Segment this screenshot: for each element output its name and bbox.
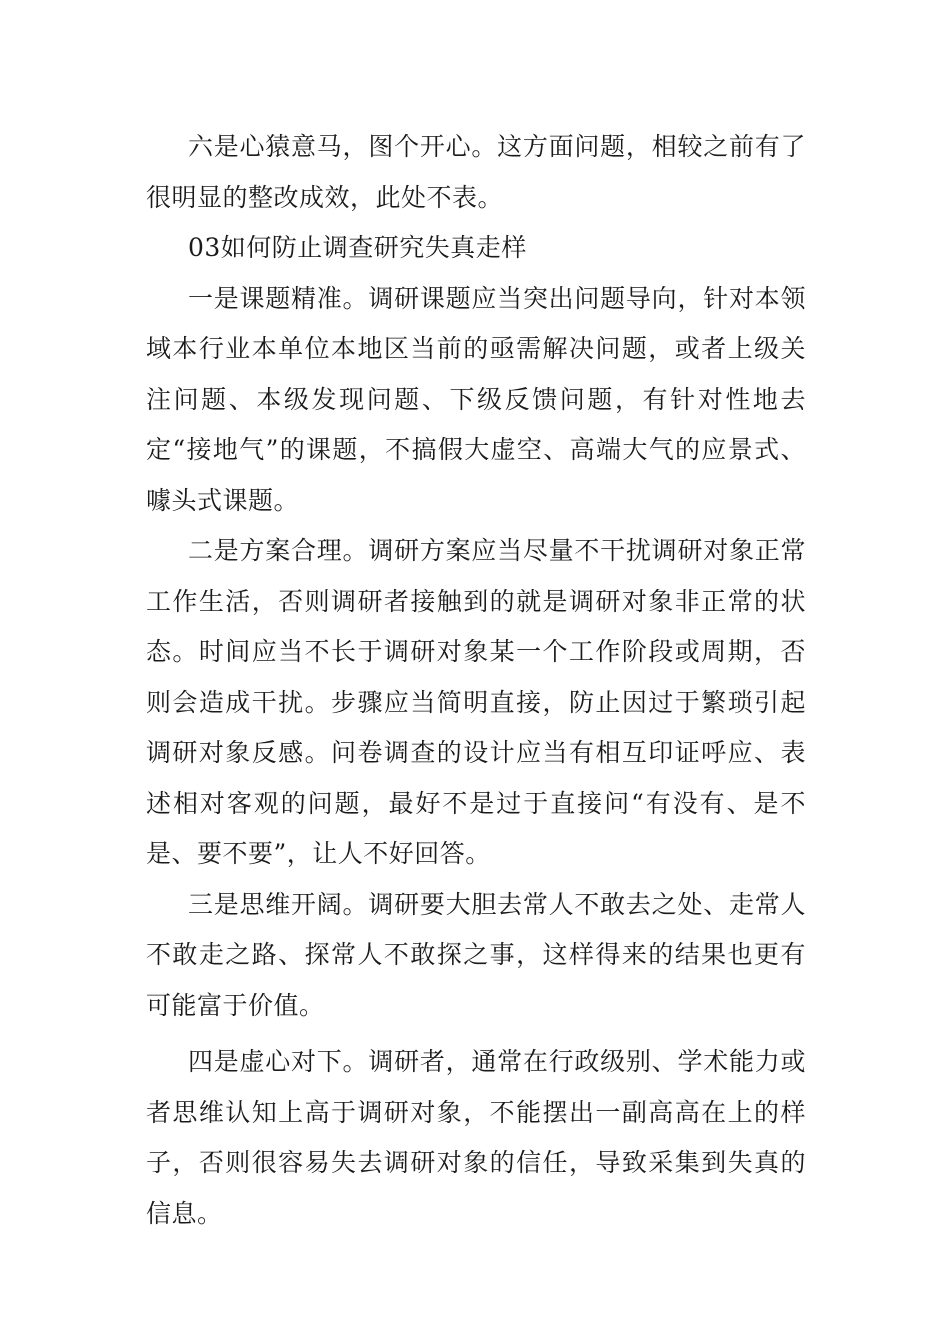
paragraph-four-humble-attitude: 四是虚心对下。调研者，通常在行政级别、学术能力或者思维认知上高于调研对象，不能摆出一副高高在上的样子，否则很容易失去调研对象的信任，导致采集到失真的信息。	[146, 1047, 806, 1228]
paragraph-three-open-thinking: 三是思维开阔。调研要大胆去常人不敢去之处、走常人不敢走之路、探常人不敢探之事，这样得来的结果也更有可能富于价值。	[146, 889, 806, 1020]
document-body	[146, 122, 806, 1239]
paragraph-six-restless-mind: 六是心猿意马，图个开心。这方面问题，相较之前有了很明显的整改成效，此处不表。	[146, 132, 806, 212]
paragraph-one-precise-topic: 一是课题精准。调研课题应当突出问题导向，针对本领域本行业本单位本地区当前的亟需解决问题，或者上级关注问题、本级发现问题、下级反馈问题，有针对性地去定“接地气”的课题，不搞假大虚空、高端大气的应景式、噱头式课题。	[146, 283, 806, 515]
paragraph-two-reasonable-plan: 二是方案合理。调研方案应当尽量不干扰调研对象正常工作生活，否则调研者接触到的就是调研对象非正常的状态。时间应当不长于调研对象某一个工作阶段或周期，否则会造成干扰。步骤应当简明直接，防止因过于繁琐引起调研对象反感。问卷调查的设计应当有相互印证呼应、表述相对客观的问题，最好不是过于直接问“有没有、是不是、要不要”，让人不好回答。	[146, 536, 806, 868]
section-heading-03: 03如何防止调查研究失真走样	[188, 233, 527, 262]
